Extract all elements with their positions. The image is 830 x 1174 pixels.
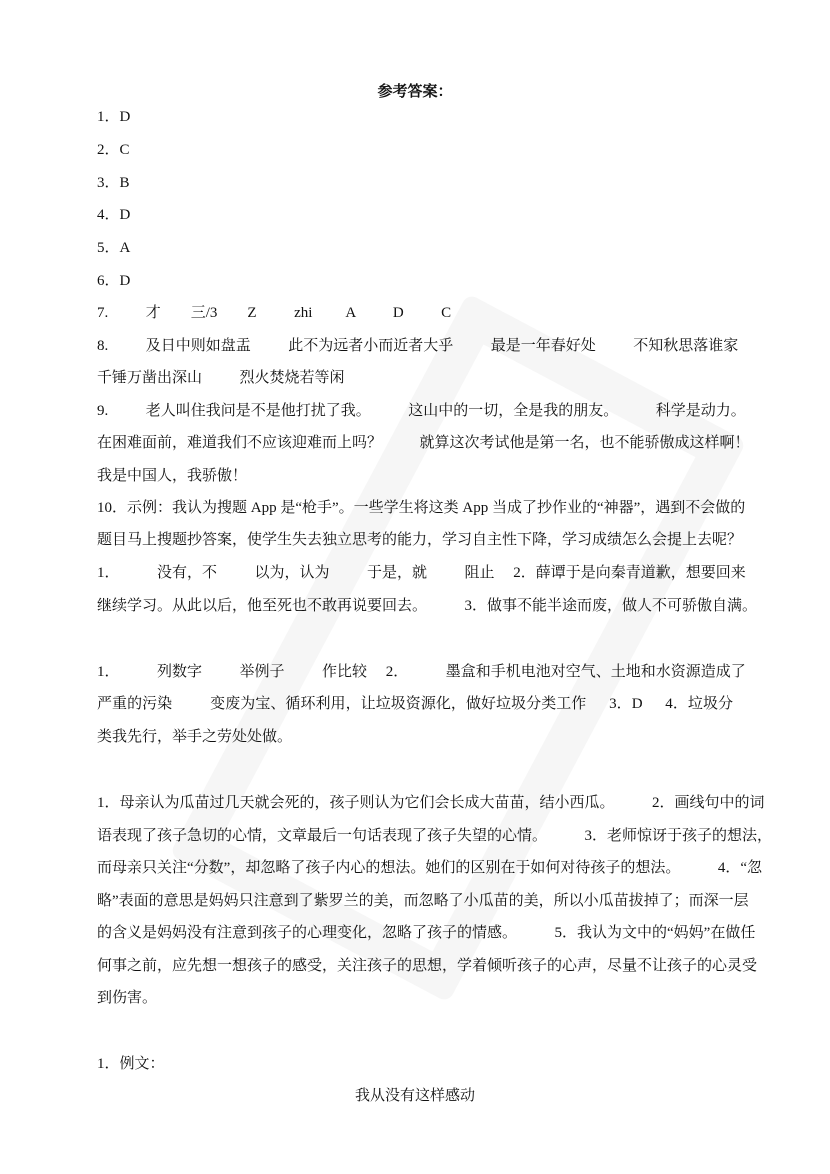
- answer-line: 3．B: [97, 175, 130, 191]
- answer-line: 9. 老人叫住我问是不是他打扰了我。 这山中的一切，全是我的朋友。 科学是动力。: [97, 403, 746, 419]
- answer-line: 在困难面前，难道我们不应该迎难而上吗？ 就算这次考试他是第一名，也不能骄傲成这样啊！: [97, 435, 750, 451]
- essay-title: 我从没有这样感动: [354, 1088, 475, 1104]
- answer-line: 千锤万凿出深山 烈火焚烧若等闲: [97, 370, 345, 386]
- answer-line: 2．C: [97, 142, 130, 158]
- answer-line: 我是中国人，我骄傲！: [97, 468, 248, 484]
- answer-line: 略”表面的意思是妈妈只注意到了紫罗兰的美，而忽略了小瓜苗的美，所以小瓜苗拔掉了；而深一层: [97, 893, 749, 909]
- answer-line: 1． 列数字 举例子 作比较 2． 墨盒和手机电池对空气、土地和水资源造成了: [97, 664, 746, 680]
- answer-line: 类我先行，举手之劳处处做。: [97, 729, 293, 745]
- answer-line: 1． 没有，不 以为，认为 于是，就 阻止 2．薛谭于是向秦青道歉，想要回来: [97, 565, 746, 581]
- answer-line: 5．A: [97, 240, 131, 256]
- answer-line: 严重的污染 变废为宝、循环利用，让垃圾资源化，做好垃圾分类工作 3．D 4．垃圾分: [97, 696, 733, 712]
- answer-line: 6．D: [97, 273, 131, 289]
- answer-line: 语表现了孩子急切的心情，文章最后一句话表现了孩子失望的心情。 3．老师惊讶于孩子的想法，: [97, 828, 773, 844]
- answer-line: 7. 才 三/3 Z zhi A D C: [97, 305, 452, 321]
- answer-line: 1．例文：: [97, 1056, 165, 1072]
- answer-line: 4．D: [97, 207, 131, 223]
- answer-line: 到伤害。: [97, 990, 158, 1006]
- answer-line: 8. 及日中则如盘盂 此不为远者小而近者大乎 最是一年春好处 不知秋思落谁家: [97, 338, 739, 354]
- answer-line: 继续学习。从此以后，他至死也不敢再说要回去。 3．做事不能半途而废，做人不可骄傲自满。: [97, 598, 758, 614]
- answer-line: 何事之前，应先想一想孩子的感受，关注孩子的思想，学着倾听孩子的心声，尽量不让孩子的心灵受: [97, 958, 758, 974]
- page-title: 参考答案：: [377, 84, 453, 100]
- answer-line: 题目马上搜题抄答案，使学生失去独立思考的能力，学习自主性下降，学习成绩怎么会提上去呢？: [97, 532, 743, 548]
- answer-line: 10．示例：我认为搜题 App 是“枪手”。一些学生将这类 App 当成了抄作业的“神器”，遇到不会做的: [97, 500, 746, 516]
- answer-line: 1．D: [97, 109, 131, 125]
- answer-line: 的含义是妈妈没有注意到孩子的心理变化，忽略了孩子的情感。 5．我认为文中的“妈妈”在做任: [97, 925, 756, 941]
- answer-line: 1．母亲认为瓜苗过几天就会死的，孩子则认为它们会长成大苗苗，结小西瓜。 2．画线句中的词: [97, 795, 765, 811]
- answer-line: 而母亲只关注“分数”，却忽略了孩子内心的想法。她们的区别在于如何对待孩子的想法。 4．“忽: [97, 860, 762, 876]
